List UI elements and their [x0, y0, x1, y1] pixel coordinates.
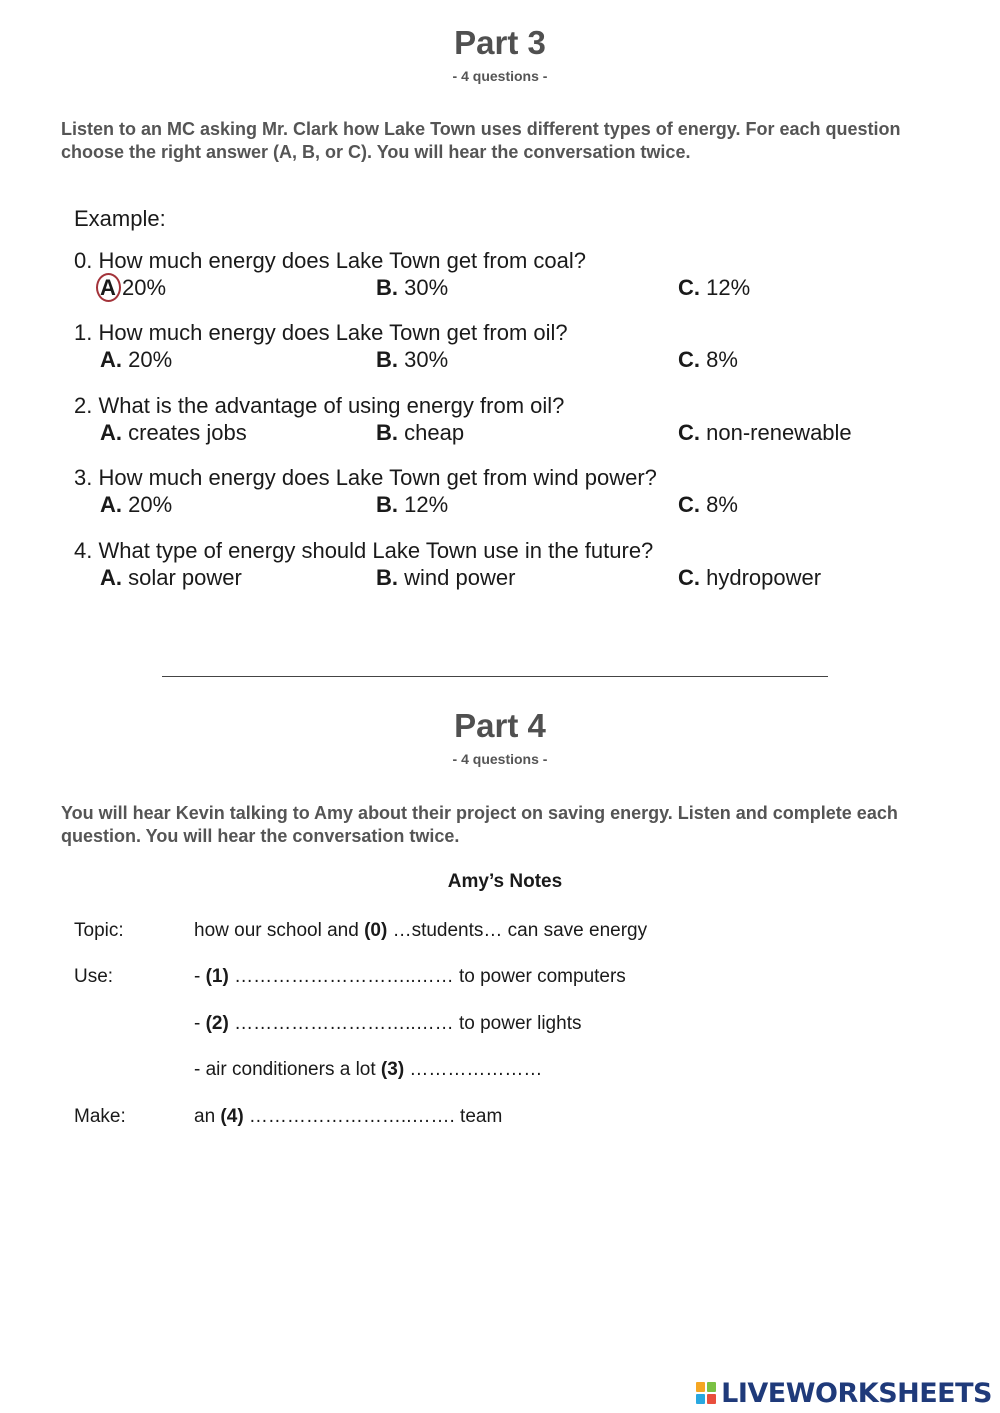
option-text: 30% [398, 275, 449, 300]
option-text: 20% [115, 275, 167, 300]
section-divider [162, 676, 828, 677]
option-letter: C. [678, 492, 700, 517]
text-fragment: - [194, 1013, 206, 1034]
q2-option-a[interactable] [100, 420, 247, 446]
option-letter: C. [678, 565, 700, 590]
option-letter: C. [678, 420, 700, 445]
question-1: 1. How much energy does Lake Town get from oil? [74, 320, 568, 345]
logo-text: LIVEWORKSHEETS [721, 1377, 992, 1409]
text-fragment: - [194, 966, 206, 987]
q3-option-c[interactable] [678, 492, 738, 518]
part4-instructions: You will hear Kevin talking to Amy about their project on saving energy. Listen and complete each question. You will hear the conversation twice. [61, 803, 898, 846]
option-letter: A. [100, 420, 122, 445]
make-label: Make: [74, 1106, 126, 1127]
part4-subtitle: - 4 questions - [452, 751, 548, 767]
question-2: 2. What is the advantage of using energy from oil? [74, 393, 565, 418]
gap-number-4: (4) [220, 1106, 244, 1127]
part4-title: Part 4 [454, 707, 546, 744]
option-letter: C. [678, 275, 700, 300]
option-letter: A. [100, 565, 122, 590]
option-text: 8% [700, 347, 738, 372]
option-text: non-renewable [700, 420, 852, 445]
option-text: creates jobs [122, 420, 247, 445]
example-label: Example: [74, 206, 166, 231]
q2-option-c[interactable] [678, 420, 852, 446]
liveworksheets-logo-icon [696, 1382, 716, 1404]
make-line[interactable] [194, 1106, 502, 1128]
gap-number-0: (0) [364, 920, 388, 941]
option-letter: A. [100, 347, 122, 372]
option-text: wind power [398, 565, 516, 590]
q3-option-b[interactable] [376, 492, 448, 518]
text-fragment: an [194, 1106, 221, 1127]
option-letter: A. [100, 492, 122, 517]
option-letter: A [100, 275, 116, 300]
part3-instructions: Listen to an MC asking Mr. Clark how Lake Town uses different types of energy. For each question choose the right answer (A, B, or C). You will hear the conversation twice. [61, 119, 901, 162]
option-text: hydropower [700, 565, 822, 590]
option-text: 12% [398, 492, 449, 517]
q4-option-a[interactable] [100, 565, 242, 591]
use-line-1[interactable] [194, 966, 626, 988]
q0-option-a[interactable] [100, 275, 166, 301]
q1-option-b[interactable] [376, 347, 448, 373]
gap-number-1: (1) [205, 966, 229, 987]
option-text: 20% [122, 492, 173, 517]
q0-option-b[interactable] [376, 275, 448, 301]
gap-blank-1[interactable]: ………………………..…… to power computers [228, 966, 626, 987]
question-3: 3. How much energy does Lake Town get from wind power? [74, 465, 657, 490]
question-0: 0. How much energy does Lake Town get from coal? [74, 248, 586, 273]
notes-title: Amy’s Notes [447, 871, 563, 892]
q1-option-a[interactable] [100, 347, 172, 373]
option-letter: B. [376, 347, 398, 372]
option-letter: B. [376, 420, 398, 445]
text-fragment: how our school and [194, 920, 365, 941]
gap-number-3: (3) [380, 1059, 405, 1080]
use-line-3[interactable] [194, 1059, 542, 1081]
option-text: cheap [398, 420, 465, 445]
option-letter: B. [376, 565, 398, 590]
option-text: solar power [122, 565, 242, 590]
option-letter: B. [376, 492, 398, 517]
option-letter: C. [678, 347, 700, 372]
q4-option-b[interactable] [376, 565, 515, 591]
q0-option-c[interactable] [678, 275, 750, 301]
gap-number-2: (2) [205, 1013, 229, 1034]
option-text: 20% [122, 347, 173, 372]
gap-blank-3[interactable]: ………………… [404, 1059, 543, 1080]
q2-option-b[interactable] [376, 420, 464, 446]
option-text: 8% [700, 492, 738, 517]
part3-title: Part 3 [454, 24, 546, 61]
q4-option-c[interactable] [678, 565, 821, 591]
text-fragment: …students… can save energy [387, 920, 648, 941]
topic-text [194, 920, 647, 942]
use-label: Use: [74, 966, 114, 987]
gap-blank-4[interactable]: ……………………..……. team [243, 1106, 503, 1127]
text-fragment: - air conditioners a lot [194, 1059, 381, 1080]
q1-option-c[interactable] [678, 347, 738, 373]
liveworksheets-logo[interactable] [696, 1376, 992, 1410]
option-letter: B. [376, 275, 398, 300]
option-text: 30% [398, 347, 449, 372]
use-line-2[interactable] [194, 1013, 581, 1035]
q3-option-a[interactable] [100, 492, 172, 518]
topic-label: Topic: [74, 920, 124, 941]
option-text: 12% [700, 275, 751, 300]
gap-blank-2[interactable]: ………………………..…… to power lights [228, 1013, 582, 1034]
question-4: 4. What type of energy should Lake Town use in the future? [74, 538, 654, 563]
part3-subtitle: - 4 questions - [452, 68, 548, 84]
